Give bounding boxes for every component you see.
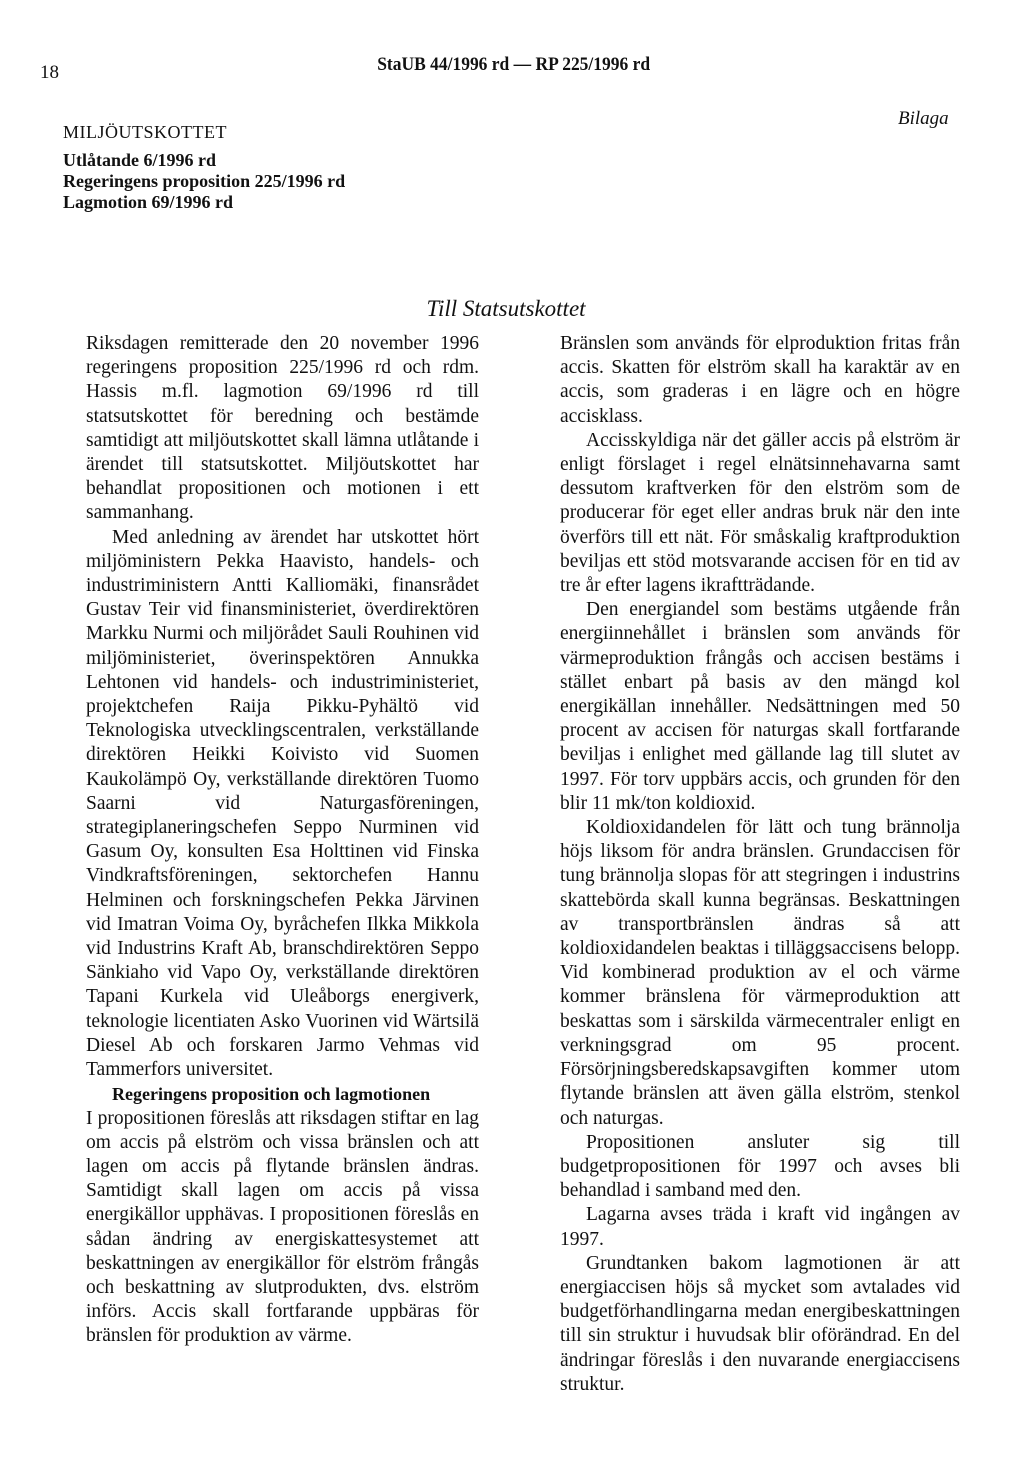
proposition-reference: Regeringens proposition 225/1996 rd [63,171,346,191]
motion-reference: Lagmotion 69/1996 rd [63,192,234,212]
document-references [63,150,345,213]
right-column [560,332,960,1397]
statement-reference: Utlåtande 6/1996 rd [63,150,216,170]
intro-paragraph: Riksdagen remitterade den 20 november 1996 regeringens proposition 225/1996 rd och rdm. Hassis m.fl. lagmotion 69/1996 rd till statsutskottet för beredning och bestämde samtidigt att miljöutskottet skall lämna utlåtande i ärendet till statsutskottet. Miljöutskottet har behandlat propositionen och motionen i ett sammanhang. [86,333,479,524]
body-paragraph: Accisskyldiga när det gäller accis på elström är enligt förslaget i regel elnätsinnehavarna samt dessutom kraftverken för den elström som de producerar för eget eller andras bruk när den inte överförs till ett nät. För småskalig kraftproduktion beviljas ett stöd motsvarande accisen för en tid av tre år efter lagens ikraftträdande. [560,429,960,597]
hearing-paragraph: Med anledning av ärendet har utskottet hört miljöministern Pekka Haavisto, handels- och industriministern Antti Kalliomäki, finansrådet Gustav Teir vid finansministeriet, överdirektören Markku Nurmi och miljörådet Sauli Rouhinen vid miljöministeriet, överinspektören Annukka Lehtonen vid handels- och industriministeriet, projektchefen Raija Pikku-Pyhältö vid Teknologiska utvecklingscentralen, verkställande direktören Heikki Koivisto vid Suomen Kaukolämpö Oy, verkställande direktören Tuomo Saarni vid Naturgasföreningen, strategiplaneringschefen Seppo Nurminen vid Gasum Oy, konsulten Esa Holttinen vid Finska Vindkraftsföreningen, sektorchefen Hannu Helminen och forskningschefen Pekka Järvinen vid Imatran Voima Oy, byråchefen Ilkka Mikkola vid Industrins Kraft Ab, branschdirektören Seppo Sänkiaho vid Vapo Oy, verkställande direktören Tapani Kurkela vid Uleåborgs energiverk, teknologie licentiaten Asko Vuorinen vid Wärtsilä Diesel Ab och forskaren Jarmo Vehmas vid Tammerfors universitet. [86,526,479,1081]
bilaga-label: Bilaga [898,108,949,129]
body-paragraph: Bränslen som används för elproduktion fritas från accis. Skatten för elström skall ha karaktär av en accis, som graderas i en lägre och en högre accisklass. [560,333,960,427]
body-paragraph: Propositionen ansluter sig till budgetpropositionen för 1997 och avses bli behandlad i samband med den. [560,1131,960,1202]
left-column [86,332,479,1349]
section-heading: Regeringens proposition och lagmotionen [112,1084,431,1105]
body-paragraph: Den energiandel som bestäms utgående från energiinnehållet i bränslen som används för värmeproduktion frångås och accisen bestäms i stället enbart på basis av den mängd kol energikällan innehåller. Nedsättningen med 50 procent av accisen för naturgas skall fortfarande beviljas i enlighet med gällande lag till slutet av 1997. För torv uppbärs accis, och grunden för den blir 11 mk/ton koldioxid. [560,599,960,814]
recipient-heading: Till Statsutskottet [426,296,586,321]
page-number: 18 [40,62,59,83]
body-paragraph: Lagarna avses träda i kraft vid ingången av 1997. [560,1204,960,1250]
committee-name: MILJÖUTSKOTTET [63,122,227,142]
running-header: StaUB 44/1996 rd — RP 225/1996 rd [377,54,651,75]
proposition-summary-paragraph: I propositionen föreslås att riksdagen stiftar en lag om accis på elström och vissa bränslen och att lagen om accis på flytande bränslen ändras. Samtidigt skall lagen om accis på vissa energikällor upphävas. I propositionen föreslås en sådan ändring av energiskattesystemet att beskattningen av energikällor för elström frångås och beskattning av slutprodukten, dvs. elström införs. Accis skall fortfarande uppbäras för bränslen för produktion av värme. [86,1107,479,1347]
body-paragraph: Koldioxidandelen för lätt och tung brännolja höjs liksom för andra bränslen. Grundaccisen för tung brännolja slopas för att stegringen i industrins skattebörda skall kunna begränsas. Beskattningen av transportbränslen ändras så att koldioxidandelen beaktas i tilläggsaccisens belopp. Vid kombinerad produktion av el och värme kommer bränslena för värmeproduktion att beskattas som i särskilda värmecentraler enligt en verkningsgrad om 95 procent. Försörjningsberedskapsavgiften kommer utom flytande bränslen att även gälla elström, stenkol och naturgas. [560,817,960,1129]
body-paragraph: Grundtanken bakom lagmotionen är att energiaccisen höjs så mycket som avtalades vid budgetförhandlingarna medan energibeskattningen till sin struktur i huvudsak blir oförändrad. En del ändringar föreslås i den nuvarande energiaccisens struktur. [560,1252,960,1395]
